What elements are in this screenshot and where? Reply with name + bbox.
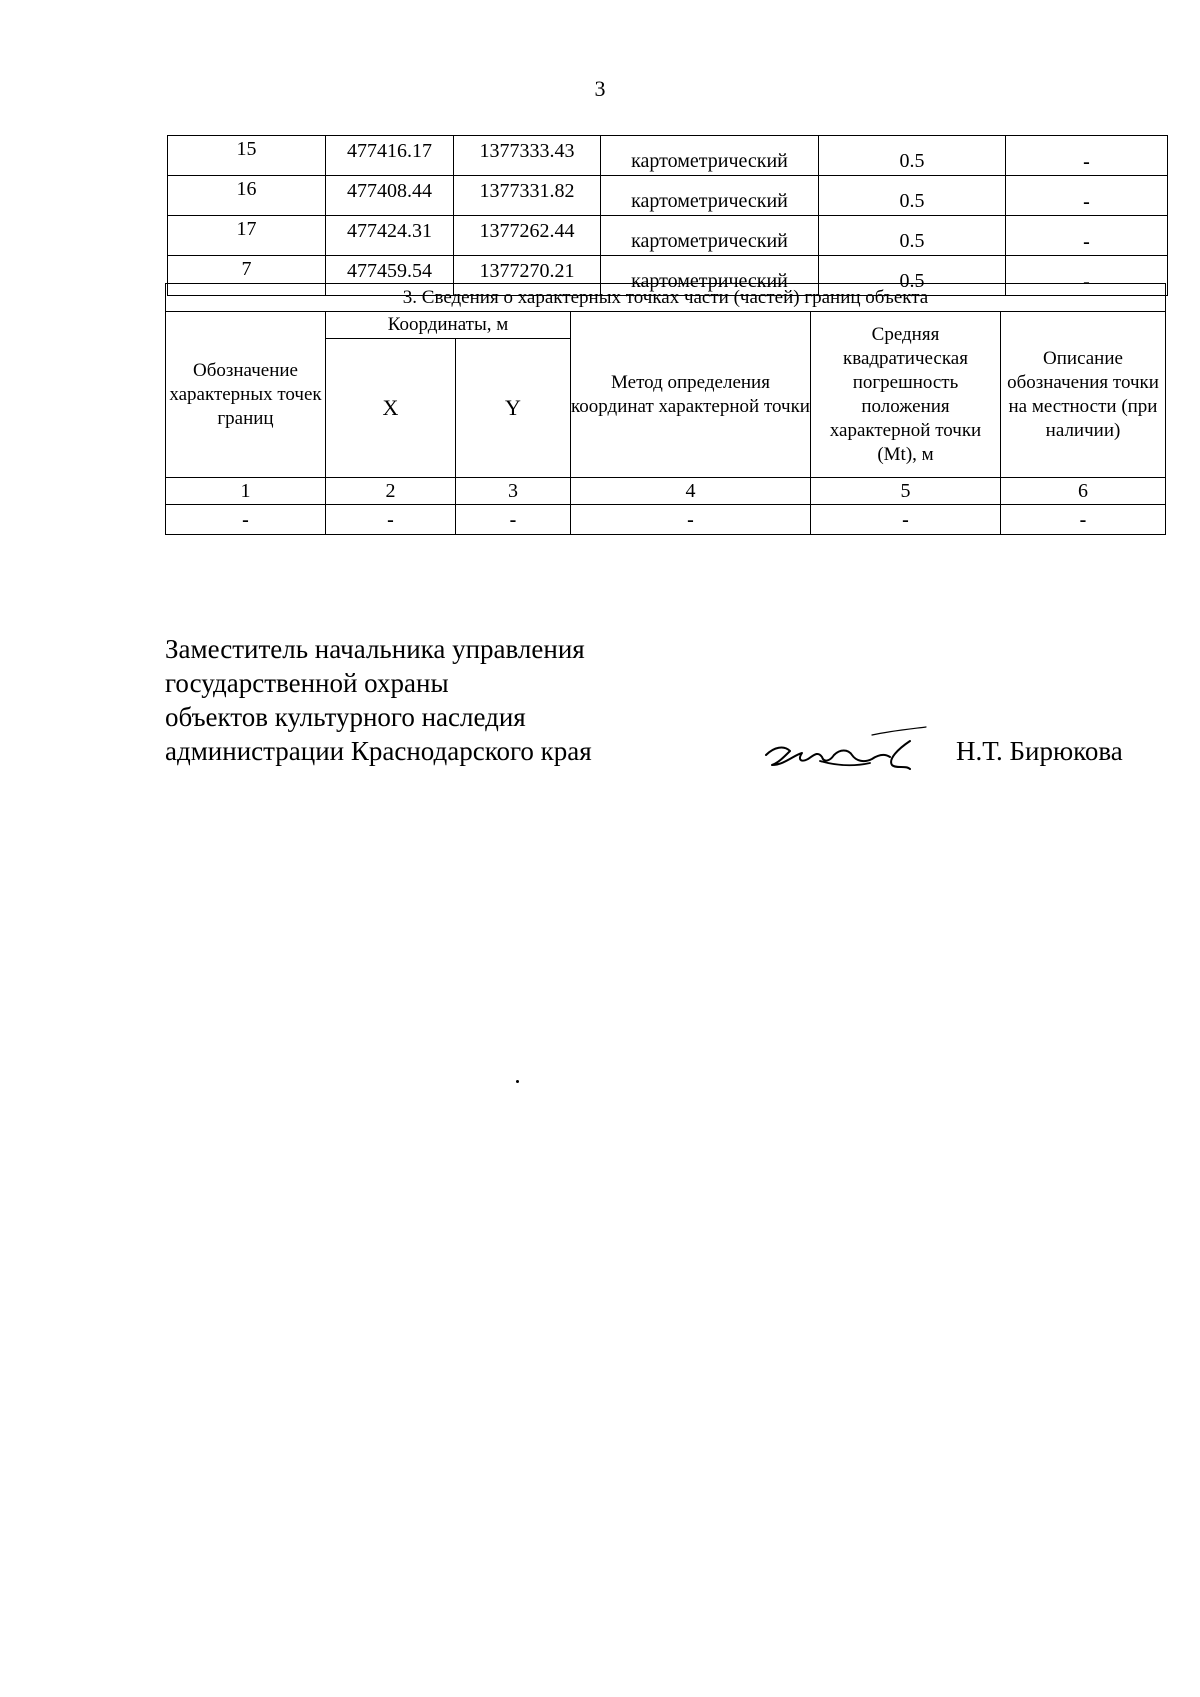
header-y: Y [456,339,571,478]
accuracy: 0.5 [819,256,1006,296]
column-number: 1 [166,478,326,505]
header-method: Метод определения координат характерной точки [571,312,811,478]
header-row [166,312,1166,339]
accuracy: 0.5 [819,176,1006,216]
coord-x: 477408.44 [326,176,454,216]
method: картометрический [601,216,819,256]
header-accuracy: Средняя квадратическая погрешность положения характерной точки (Mt), м [811,312,1001,478]
empty-cell: - [326,505,456,535]
table-row [168,136,1168,176]
scan-speck [516,1080,519,1083]
coord-x: 477424.31 [326,216,454,256]
position-line: Заместитель начальника управления [165,634,585,664]
empty-cell: - [811,505,1001,535]
signer-name: Н.Т. Бирюкова [956,736,1123,766]
empty-cell: - [456,505,571,535]
description: - [1006,256,1168,296]
header-description: Описание обозначения точки на местности (при наличии) [1001,312,1166,478]
coord-x: 477416.17 [326,136,454,176]
column-number: 6 [1001,478,1166,505]
header-coordinates: Координаты, м [326,312,571,339]
empty-cell: - [1001,505,1166,535]
column-number: 3 [456,478,571,505]
page-number: 3 [594,76,606,101]
position-line: государственной охраны [165,668,449,698]
point-number: 17 [168,216,326,256]
position-line: администрации Краснодарского края [165,736,592,766]
column-number-row [166,478,1166,505]
header-x: X [326,339,456,478]
signer-position [165,632,592,768]
table-row [168,176,1168,216]
description: - [1006,216,1168,256]
method: картометрический [601,176,819,216]
accuracy: 0.5 [819,216,1006,256]
coord-y: 1377270.21 [454,256,601,296]
point-number: 7 [168,256,326,296]
point-number: 15 [168,136,326,176]
coord-y: 1377331.82 [454,176,601,216]
coord-y: 1377262.44 [454,216,601,256]
method: картометрический [601,136,819,176]
description: - [1006,176,1168,216]
column-number: 4 [571,478,811,505]
empty-cell: - [571,505,811,535]
accuracy: 0.5 [819,136,1006,176]
table-row [166,505,1166,535]
header-designation: Обозначение характерных точек границ [166,312,326,478]
empty-cell: - [166,505,326,535]
section-title: 3. Сведения о характерных точках части (частей) границ объекта [166,284,1166,312]
column-number: 5 [811,478,1001,505]
position-line: объектов культурного наследия [165,702,526,732]
coord-y: 1377333.43 [454,136,601,176]
coord-x: 477459.54 [326,256,454,296]
boundary-points-table [167,135,1168,296]
point-number: 16 [168,176,326,216]
table-row [168,216,1168,256]
part-boundary-points-table [165,283,1166,535]
handwritten-signature [760,725,930,785]
method: картометрический [601,256,819,296]
column-number: 2 [326,478,456,505]
description: - [1006,136,1168,176]
section-title-row [166,284,1166,312]
